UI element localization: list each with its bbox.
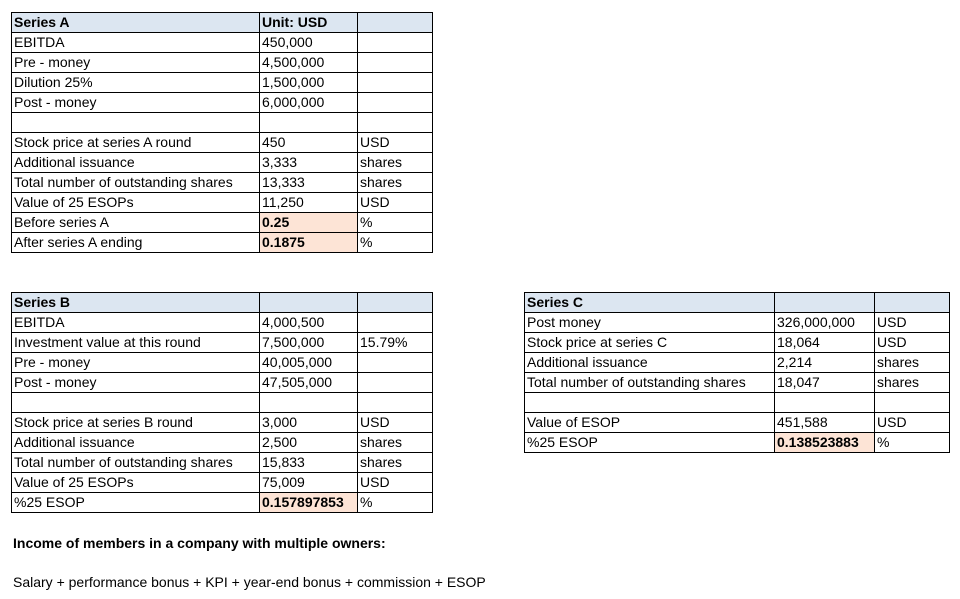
cell-value[interactable] — [775, 393, 875, 413]
cell-value[interactable]: 2,214 — [775, 353, 875, 373]
series-b-table — [11, 292, 433, 513]
table-row — [12, 113, 433, 133]
cell-unit[interactable] — [358, 373, 433, 393]
income-formula: Salary + performance bonus + KPI + year-end bonus + commission + ESOP — [13, 574, 486, 590]
cell-unit[interactable] — [358, 393, 433, 413]
cell-label[interactable]: EBITDA — [12, 313, 260, 333]
header-cell-value[interactable] — [775, 293, 875, 313]
cell-unit[interactable]: % — [875, 433, 950, 453]
cell-value[interactable]: 326,000,000 — [775, 313, 875, 333]
cell-unit[interactable]: USD — [358, 473, 433, 493]
cell-label[interactable] — [12, 393, 260, 413]
cell-value[interactable]: 0.157897853 — [260, 493, 358, 513]
cell-label[interactable]: Value of ESOP — [525, 413, 775, 433]
table-row — [525, 433, 950, 453]
cell-label[interactable]: After series A ending — [12, 233, 260, 253]
cell-value[interactable] — [260, 113, 358, 133]
cell-label[interactable]: Additional issuance — [525, 353, 775, 373]
header-cell-unit[interactable] — [875, 293, 950, 313]
table-row — [12, 33, 433, 53]
table-row — [12, 193, 433, 213]
cell-label[interactable]: Additional issuance — [12, 433, 260, 453]
cell-value[interactable]: 450,000 — [260, 33, 358, 53]
cell-label[interactable]: Pre - money — [12, 53, 260, 73]
cell-value[interactable]: 0.1875 — [260, 233, 358, 253]
cell-value[interactable]: 47,505,000 — [260, 373, 358, 393]
cell-label[interactable]: Post - money — [12, 93, 260, 113]
cell-value[interactable]: 0.25 — [260, 213, 358, 233]
table-row — [525, 373, 950, 393]
cell-unit[interactable]: USD — [875, 333, 950, 353]
table-row — [12, 133, 433, 153]
cell-label[interactable]: Before series A — [12, 213, 260, 233]
cell-label[interactable]: Stock price at series C — [525, 333, 775, 353]
cell-value[interactable]: 18,064 — [775, 333, 875, 353]
table-row — [12, 433, 433, 453]
table-row — [12, 333, 433, 353]
cell-unit[interactable]: shares — [875, 353, 950, 373]
table-row — [12, 93, 433, 113]
cell-value[interactable]: 18,047 — [775, 373, 875, 393]
cell-label[interactable]: %25 ESOP — [12, 493, 260, 513]
header-cell-label[interactable]: Series B — [12, 293, 260, 313]
cell-value[interactable]: 450 — [260, 133, 358, 153]
table-row — [525, 413, 950, 433]
cell-unit[interactable]: USD — [358, 193, 433, 213]
table-row — [12, 493, 433, 513]
table-row — [12, 73, 433, 93]
cell-value[interactable]: 3,000 — [260, 413, 358, 433]
cell-label[interactable]: Pre - money — [12, 353, 260, 373]
series-b-body — [12, 293, 433, 513]
cell-value[interactable]: 4,000,500 — [260, 313, 358, 333]
cell-value[interactable]: 6,000,000 — [260, 93, 358, 113]
table-row — [525, 313, 950, 333]
cell-label[interactable]: Value of 25 ESOPs — [12, 473, 260, 493]
cell-value[interactable]: 4,500,000 — [260, 53, 358, 73]
cell-unit[interactable] — [358, 73, 433, 93]
cell-label[interactable]: Total number of outstanding shares — [525, 373, 775, 393]
cell-label[interactable]: Value of 25 ESOPs — [12, 193, 260, 213]
cell-unit[interactable]: shares — [358, 453, 433, 473]
cell-value[interactable]: 1,500,000 — [260, 73, 358, 93]
cell-value[interactable]: 3,333 — [260, 153, 358, 173]
series-c-table — [524, 292, 950, 453]
cell-unit[interactable]: shares — [358, 433, 433, 453]
cell-label[interactable]: Dilution 25% — [12, 73, 260, 93]
cell-label[interactable] — [12, 113, 260, 133]
cell-label[interactable]: Total number of outstanding shares — [12, 173, 260, 193]
cell-unit[interactable]: USD — [875, 413, 950, 433]
series-c-header-row — [525, 293, 950, 313]
cell-value[interactable] — [260, 393, 358, 413]
cell-unit[interactable]: % — [358, 493, 433, 513]
cell-label[interactable]: Additional issuance — [12, 153, 260, 173]
cell-value[interactable]: 40,005,000 — [260, 353, 358, 373]
table-row — [12, 313, 433, 333]
table-row — [12, 353, 433, 373]
cell-value[interactable]: 15,833 — [260, 453, 358, 473]
cell-unit[interactable] — [358, 313, 433, 333]
cell-unit[interactable]: USD — [358, 413, 433, 433]
table-row — [12, 153, 433, 173]
cell-label[interactable]: Stock price at series B round — [12, 413, 260, 433]
cell-unit[interactable]: % — [358, 213, 433, 233]
cell-value[interactable]: 0.138523883 — [775, 433, 875, 453]
cell-label[interactable]: Post money — [525, 313, 775, 333]
table-row — [12, 393, 433, 413]
table-row — [12, 173, 433, 193]
table-row — [12, 233, 433, 253]
income-heading: Income of members in a company with multiple owners: — [13, 535, 386, 551]
table-row — [12, 53, 433, 73]
cell-label[interactable]: Total number of outstanding shares — [12, 453, 260, 473]
cell-label[interactable]: EBITDA — [12, 33, 260, 53]
cell-unit[interactable] — [358, 353, 433, 373]
cell-unit[interactable] — [358, 93, 433, 113]
cell-label[interactable]: Investment value at this round — [12, 333, 260, 353]
table-row — [525, 353, 950, 373]
table-row — [12, 453, 433, 473]
series-c-body — [525, 293, 950, 453]
table-row — [12, 473, 433, 493]
cell-label[interactable]: Post - money — [12, 373, 260, 393]
header-cell-unit[interactable] — [358, 13, 433, 33]
header-cell-value[interactable] — [260, 293, 358, 313]
series-b-header-row — [12, 293, 433, 313]
cell-unit[interactable]: shares — [875, 373, 950, 393]
cell-value[interactable]: 75,009 — [260, 473, 358, 493]
cell-value[interactable]: 13,333 — [260, 173, 358, 193]
cell-unit[interactable]: USD — [875, 313, 950, 333]
header-cell-value[interactable]: Unit: USD — [260, 13, 358, 33]
cell-label[interactable]: %25 ESOP — [525, 433, 775, 453]
header-cell-unit[interactable] — [358, 293, 433, 313]
cell-unit[interactable] — [875, 393, 950, 413]
table-row — [525, 393, 950, 413]
table-row — [525, 333, 950, 353]
series-a-table — [11, 12, 433, 253]
cell-label[interactable] — [525, 393, 775, 413]
cell-unit[interactable] — [358, 33, 433, 53]
cell-unit[interactable]: USD — [358, 133, 433, 153]
cell-value[interactable]: 11,250 — [260, 193, 358, 213]
cell-value[interactable]: 451,588 — [775, 413, 875, 433]
cell-unit[interactable]: 15.79% — [358, 333, 433, 353]
cell-value[interactable]: 7,500,000 — [260, 333, 358, 353]
header-cell-label[interactable]: Series A — [12, 13, 260, 33]
cell-unit[interactable] — [358, 113, 433, 133]
cell-value[interactable]: 2,500 — [260, 433, 358, 453]
cell-label[interactable]: Stock price at series A round — [12, 133, 260, 153]
cell-unit[interactable] — [358, 53, 433, 73]
cell-unit[interactable]: shares — [358, 173, 433, 193]
table-row — [12, 213, 433, 233]
series-a-header-row — [12, 13, 433, 33]
table-row — [12, 373, 433, 393]
series-a-body — [12, 13, 433, 253]
cell-unit[interactable]: % — [358, 233, 433, 253]
header-cell-label[interactable]: Series C — [525, 293, 775, 313]
cell-unit[interactable]: shares — [358, 153, 433, 173]
table-row — [12, 413, 433, 433]
